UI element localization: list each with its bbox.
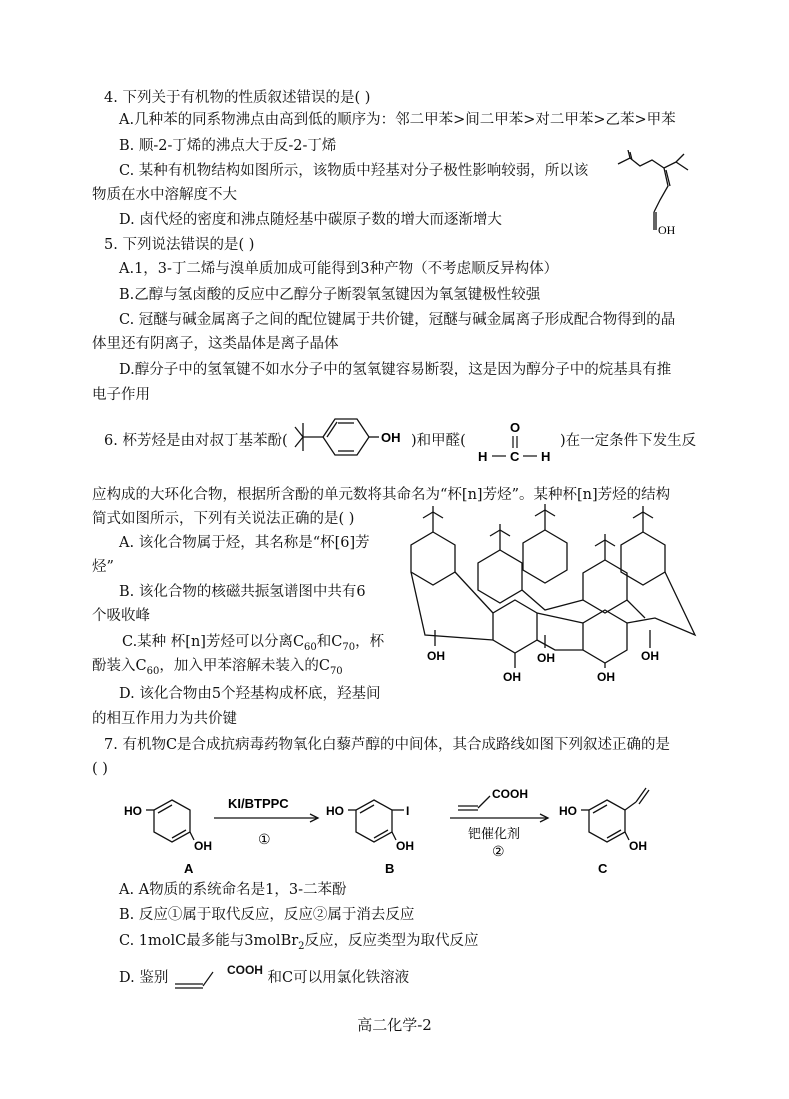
- formaldehyde-h-right: H: [541, 449, 551, 464]
- calixarene-structure-diagram: [395, 500, 715, 695]
- q6-option-b-line2: 个吸收峰: [92, 608, 150, 624]
- q7-option-d: [119, 964, 409, 990]
- q6-option-b-line1: B. 该化合物的核磁共振氢谱图中共有6: [119, 584, 366, 600]
- calix-oh-3: OH: [537, 651, 555, 665]
- q6-option-c-line2: [92, 656, 343, 682]
- q5-option-d-line2: 电子作用: [92, 387, 150, 403]
- q6-c1-mid: 和C: [316, 634, 343, 650]
- q6-option-a-line2: 烃”: [92, 559, 114, 575]
- formaldehyde-structure: [470, 418, 560, 468]
- q4-option-d: D. 卤代烃的密度和沸点随烃基中碳原子数的增大而逐渐增大: [119, 212, 502, 228]
- q4-option-b: B. 顺-2-丁烯的沸点大于反-2-丁烯: [119, 138, 337, 154]
- q6-c2-sub60: 60: [146, 665, 160, 677]
- q7-option-b: B. 反应①属于取代反应，反应②属于消去反应: [119, 907, 415, 923]
- phenol-oh-label: OH: [381, 430, 401, 445]
- q6-stem-part3: )在一定条件下发生反: [560, 433, 697, 449]
- q7-c-sub2: 2: [298, 940, 305, 952]
- q4-option-c-line2: 物质在水中溶解度不大: [92, 187, 237, 203]
- q6-stem-part2: )和甲醛(: [411, 433, 466, 449]
- q6-c2-text: 酚装入C: [92, 658, 147, 674]
- a-ho-label: HO: [124, 804, 142, 818]
- formaldehyde-h-left: H: [478, 449, 488, 464]
- b-oh-label: OH: [396, 839, 414, 853]
- q7-d-text-end: 和C可以用氯化铁溶液: [267, 970, 410, 986]
- b-ho-label: HO: [326, 804, 344, 818]
- a-oh-label: OH: [194, 839, 212, 853]
- q6-c1-sub70: 70: [342, 641, 356, 653]
- q6-option-d-line2: 的相互作用力为共价键: [92, 711, 237, 727]
- q7-stem-line1: 7. 有机物C是合成抗病毒药物氧化白藜芦醇的中间体，其合成路线如图下列叙述正确的是: [104, 737, 671, 753]
- q5-option-c-line1: C. 冠醚与碱金属离子之间的配位键属于共价键，冠醚与碱金属离子形成配合物得到的晶: [119, 312, 676, 328]
- q7-option-c: [119, 931, 479, 957]
- q5-option-b: B.乙醇与氢卤酸的反应中乙醇分子断裂氧氢键因为氧氢键极性较强: [119, 287, 541, 303]
- compound-a-label: A: [184, 861, 194, 876]
- q6-option-c-line1: [122, 632, 384, 658]
- q6-stem-line3: 简式如图所示，下列有关说法正确的是( ): [92, 511, 355, 527]
- q6-c1-end: ，杯: [355, 634, 385, 650]
- q5-option-c-line2: 体里还有阴离子，这类晶体是离子晶体: [92, 336, 339, 352]
- q5-option-d-line1: D.醇分子中的氢氧键不如水分子中的氢氧键容易断裂，这是因为醇分子中的烷基具有推: [119, 362, 672, 378]
- q6-c2-mid: ，加入甲苯溶解未装入的C: [159, 658, 330, 674]
- c-oh-label: OH: [629, 839, 647, 853]
- q7-reaction-scheme: [122, 780, 672, 880]
- q7-d-cooh: COOH: [226, 963, 263, 977]
- q6-c1-sub60: 60: [304, 641, 317, 653]
- q6-stem-part1: 6. 杯芳烃是由对叔丁基苯酚(: [104, 433, 288, 449]
- reagent-pd-catalyst: 钯催化剂: [468, 826, 521, 841]
- q4-stem: 4. 下列关于有机物的性质叙述错误的是( ): [104, 90, 371, 106]
- formaldehyde-c: C: [510, 449, 520, 464]
- q7-stem-line2: ( ): [92, 761, 108, 777]
- c-ho-label: HO: [559, 804, 577, 818]
- q7-c-text: C. 1molC最多能与3molBr: [119, 933, 299, 949]
- reagent-ki-btppc: KI/BTPPC: [228, 796, 289, 811]
- calix-oh-2: OH: [503, 670, 521, 684]
- tert-butylphenol-structure: [293, 413, 411, 461]
- q4-oh-label: OH: [658, 223, 676, 237]
- q6-stem-line2: 应构成的大环化合物，根据所含酚的单元数将其命名为“杯[n]芳烃”。某种杯[n]芳烃的结构: [92, 487, 671, 503]
- calix-oh-4: OH: [597, 670, 615, 684]
- q5-option-a: A.1，3-丁二烯与溴单质加成可能得到3种产物（不考虑顺反异构体）: [119, 261, 559, 277]
- calix-oh-5: OH: [641, 649, 659, 663]
- q4-option-a: A.几种苯的同系物沸点由高到低的顺序为：邻二甲苯>间二甲苯>对二甲苯>乙苯>甲苯: [119, 112, 676, 128]
- step-1-label: ①: [258, 833, 271, 848]
- compound-c-label: C: [598, 861, 608, 876]
- b-iodo-label: I: [406, 804, 410, 818]
- acrylic-acid-cooh: COOH: [492, 787, 528, 801]
- compound-b-label: B: [385, 861, 395, 876]
- q5-stem: 5. 下列说法错误的是( ): [104, 237, 255, 253]
- q4-option-c-line1: C. 某种有机物结构如图所示，该物质中羟基对分子极性影响较弱，所以该: [119, 163, 589, 179]
- q6-c2-sub70: 70: [329, 665, 343, 677]
- q6-c1-text: C.某种 杯[n]芳烃可以分离C: [122, 634, 305, 650]
- q7-option-a: A. A物质的系统命名是1，3-二苯酚: [119, 882, 347, 898]
- q7-d-text: D. 鉴别: [119, 970, 169, 986]
- page-footer: 高二化学-2: [357, 1016, 432, 1034]
- step-2-label: ②: [492, 845, 505, 860]
- q6-option-d-line1: D. 该化合物由5个羟基构成杯底，羟基间: [119, 686, 381, 702]
- formaldehyde-o: O: [510, 420, 521, 435]
- calix-oh-1: OH: [427, 649, 445, 663]
- q7-c-text-end: 反应，反应类型为取代反应: [304, 933, 479, 949]
- q4-structure-diagram: [608, 150, 708, 245]
- q6-option-a-line1: A. 该化合物属于烃，其名称是“杯[6]芳: [119, 535, 370, 551]
- acrylic-acid-inline-structure: [173, 964, 227, 990]
